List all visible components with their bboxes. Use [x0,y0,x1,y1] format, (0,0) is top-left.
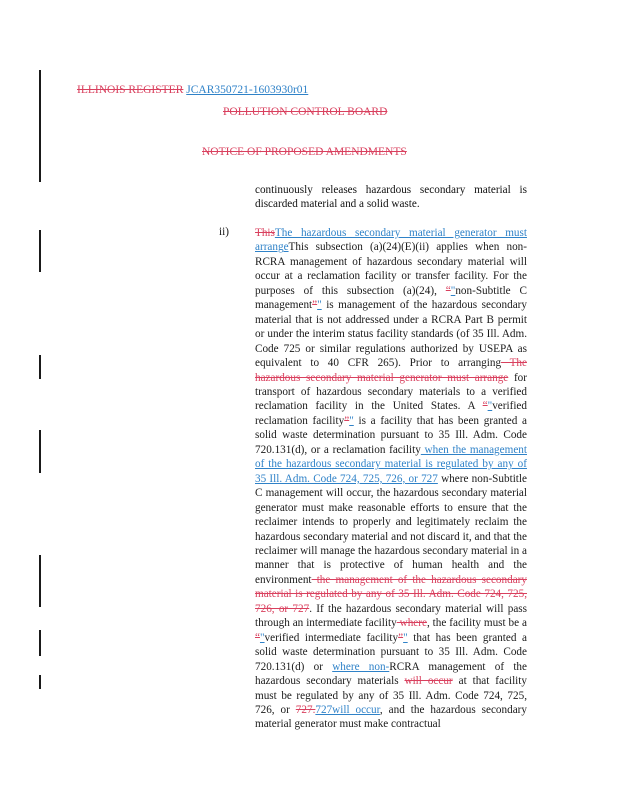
deleted-text: “ [445,284,451,297]
deleted-text: This [255,227,275,239]
body-text: . If the hazardous secondary material will pass through an intermediate facility [255,602,528,630]
body-text: , the facility must be a [426,617,527,630]
inserted-text: " [487,400,493,413]
deleted-text: ” [312,299,318,312]
body-text: is management of the hazardous secondary material that is not addressed under a RCRA Part B permit or under the interim status facility standards (of 35 Ill. Adm. Code 725 or similar regulations authorized by USEPA as equivalent to 40 CFR 265). Prior to arranging [255,299,527,370]
body-text: for transport of hazardous secondary materials to a verified reclamation facility in the United States. A [255,371,528,413]
body-text: that has been granted a solid waste determination pursuant to 35 Ill. Adm. Code 720.131(d) or [255,631,527,673]
change-bar [39,675,41,689]
body-text: This subsection (a)(24)(E)(ii) applies when non-RCRA management of hazardous secondary material will occur at a reclamation facility or transfer facility. For the purposes of this subsection (a)(24), [255,241,527,297]
change-bar [39,230,41,272]
notice-title: NOTICE OF PROPOSED AMENDMENTS [202,146,407,158]
change-bar [39,355,41,379]
body-text: verified intermediate facility [264,631,399,644]
body-text: is a facility that has been granted a solid waste determination pursuant to 35 Ill. Adm. Code 720.131(d), or a reclamation facility [255,414,527,456]
change-bar [39,555,41,607]
body-text: at that facility must be regulated by any of 35 Ill. Adm. Code 724, 725, 726, or [255,675,527,716]
deleted-text: 727. [295,703,316,716]
body-text: RCRA management of the hazardous secondary materials [255,660,527,688]
deleted-text: where [396,617,427,630]
main-paragraph [255,226,527,732]
inserted-text: " [403,631,408,644]
body-text: , and the hazardous secondary material generator must make contractual [255,703,527,731]
register-header [77,84,308,96]
change-bar [39,430,41,473]
deleted-text: ” [398,631,404,644]
body-text: where non-Subtitle C management will occur, the hazardous secondary material generator must make reasonable efforts to ensure that the reclaimer intends to properly and legitimately reclaim the hazardous secondary material and not discard it, and that the reclaimer will manage the hazardous secondary material in a manner that is protective of human health and the environment [255,472,527,586]
board-title: POLLUTION CONTROL BOARD [223,106,388,118]
deleted-text: The hazardous secondary material generator must arrange [255,357,527,384]
deleted-text: ” [344,414,350,427]
deleted-text: the management of the hazardous secondary material is regulated by any of 35 Ill. Adm. Code 724, 725, 726, or 727 [255,573,527,615]
inserted-text: " [450,284,456,297]
body-text: non-Subtitle C management [255,284,527,312]
register-inserted: JCAR350721-1603930r01 [186,84,309,96]
continuation-paragraph: continuously releases hazardous secondary material is discarded material and a solid waste. [255,184,527,211]
inserted-text: The hazardous secondary material generator must arrange [255,227,527,254]
change-bar [39,630,41,656]
body-text: verified reclamation facility [255,400,527,427]
inserted-text: " [259,631,265,644]
deleted-text: “ [255,631,260,644]
deleted-text: “ [482,400,488,413]
deleted-text: will occur [404,675,453,688]
inserted-text: " [349,414,354,427]
inserted-text: 727will occur [315,703,380,716]
inserted-text: when the management of the hazardous secondary material is regulated by any of 35 Ill. Adm. Code 724, 725, 726, or 727 [255,443,527,485]
item-label: ii) [219,226,229,238]
register-deleted: ILLINOIS REGISTER [77,84,184,96]
inserted-text: " [317,299,322,312]
inserted-text: where non- [332,660,390,673]
change-bar [39,70,41,182]
